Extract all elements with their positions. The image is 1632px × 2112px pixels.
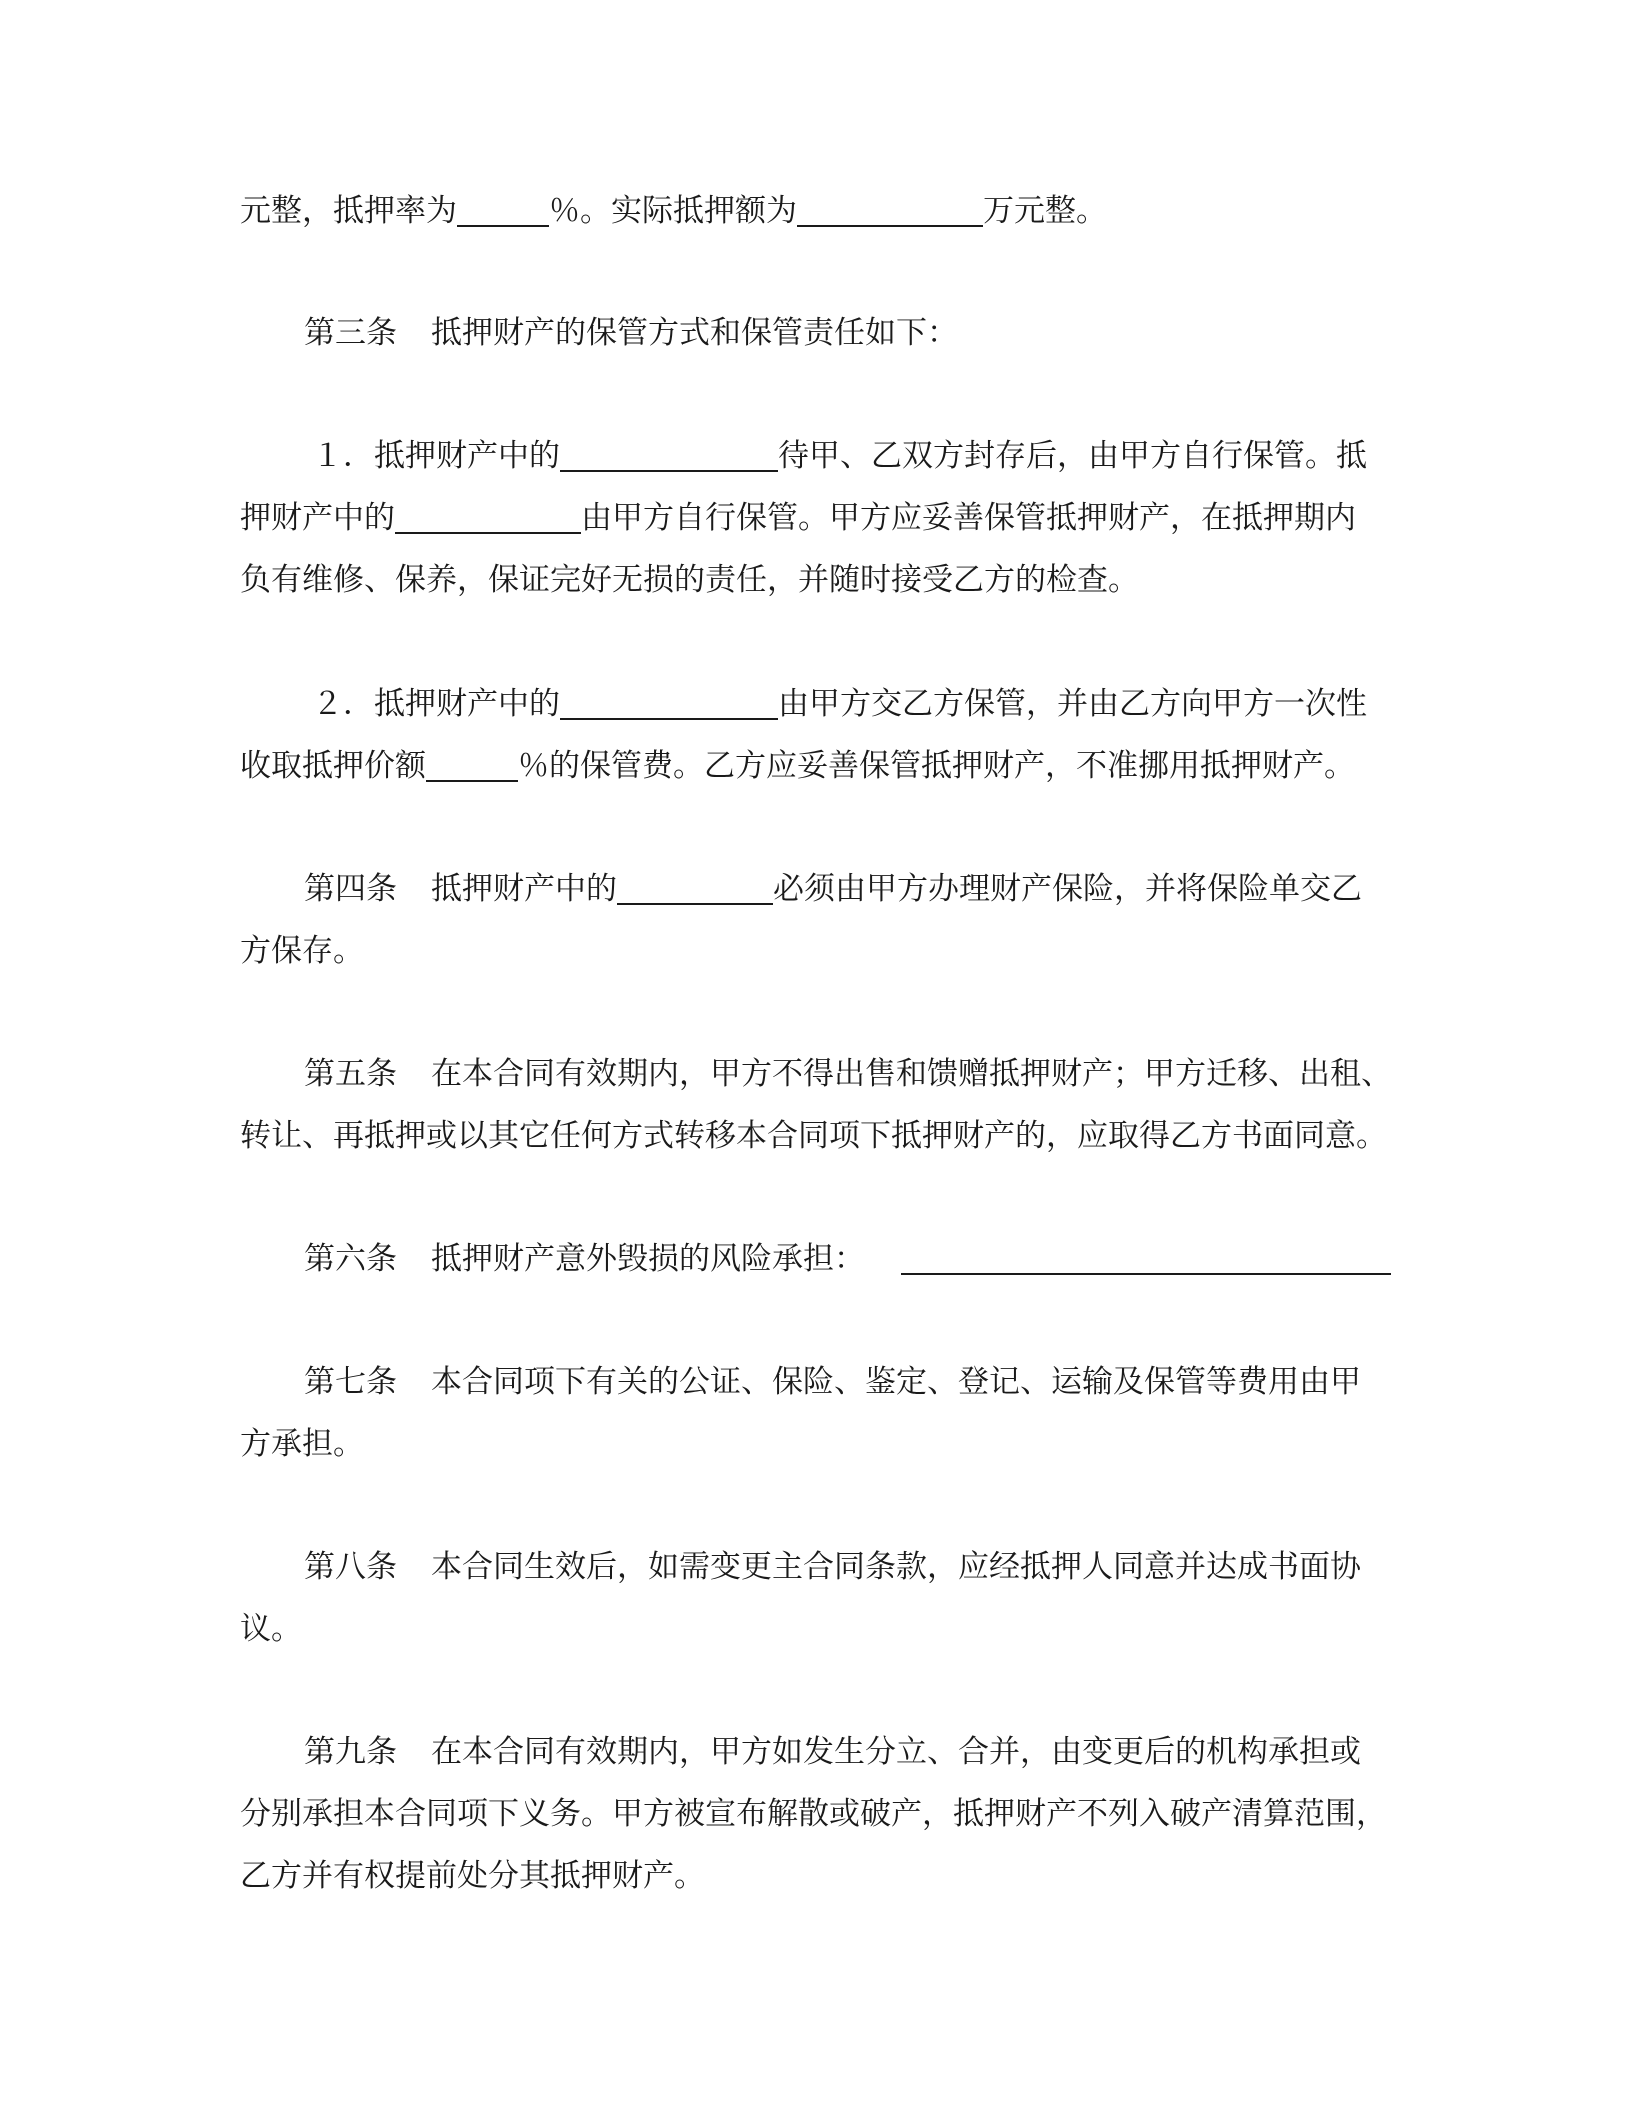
- text: 分别承担本合同项下义务。甲方被宣布解散或破产，抵押财产不列入破产清算范围，: [240, 1796, 1387, 1832]
- article-6: [240, 1228, 1380, 1290]
- blank-field[interactable]: [901, 1233, 1391, 1275]
- blank-field[interactable]: [426, 740, 518, 782]
- text: 收取抵押价额: [240, 748, 426, 784]
- text: 押财产中的: [240, 500, 395, 536]
- text: 转让、再抵押或以其它任何方式转移本合同项下抵押财产的，应取得乙方书面同意。: [240, 1118, 1387, 1154]
- article-8: [240, 1536, 1380, 1660]
- text: ％的保管费。乙方应妥善保管抵押财产，不准挪用抵押财产。: [518, 748, 1355, 784]
- text: 抵押财产中的: [374, 686, 560, 722]
- article-4: [240, 858, 1380, 982]
- article-label: 第八条: [304, 1549, 397, 1585]
- item-number: ２．: [312, 686, 374, 722]
- text: 在本合同有效期内，甲方不得出售和馈赠抵押财产；甲方迁移、出租、: [431, 1056, 1392, 1092]
- blank-field[interactable]: [560, 678, 778, 720]
- text: 待甲、乙双方封存后，由甲方自行保管。抵: [778, 438, 1367, 474]
- article-label: 第六条: [304, 1241, 397, 1277]
- text: 由甲方自行保管。甲方应妥善保管抵押财产，在抵押期内: [581, 500, 1356, 536]
- article-label: 第三条: [304, 315, 397, 351]
- article-text: 抵押财产的保管方式和保管责任如下：: [431, 315, 958, 351]
- article-text: 抵押财产意外毁损的风险承担：: [431, 1241, 865, 1277]
- text: 在本合同有效期内，甲方如发生分立、合并，由变更后的机构承担或: [431, 1734, 1361, 1770]
- blank-field[interactable]: [457, 185, 549, 227]
- article-3: [240, 302, 1380, 364]
- text: 方承担。: [240, 1426, 364, 1462]
- text: 抵押财产中的: [374, 438, 560, 474]
- blank-field[interactable]: [797, 185, 983, 227]
- article-label: 第四条: [304, 871, 397, 907]
- article-label: 第五条: [304, 1056, 397, 1092]
- text: 万元整。: [983, 193, 1107, 229]
- text: 本合同生效后，如需变更主合同条款，应经抵押人同意并达成书面协: [431, 1549, 1361, 1585]
- text: 本合同项下有关的公证、保险、鉴定、登记、运输及保管等费用由甲: [431, 1364, 1361, 1400]
- article-label: 第七条: [304, 1364, 397, 1400]
- text: 必须由甲方办理财产保险，并将保险单交乙: [773, 871, 1362, 907]
- item-number: １．: [312, 438, 374, 474]
- blank-field[interactable]: [560, 430, 778, 472]
- text: 由甲方交乙方保管，并由乙方向甲方一次性: [778, 686, 1367, 722]
- text: 元整，抵押率为: [240, 193, 457, 229]
- paragraph-mortgage-rate: [240, 180, 1380, 242]
- text: 抵押财产中的: [431, 871, 617, 907]
- blank-field[interactable]: [617, 863, 773, 905]
- text: 负有维修、保养，保证完好无损的责任，并随时接受乙方的检查。: [240, 562, 1139, 598]
- article-7: [240, 1351, 1380, 1475]
- article-9: [240, 1721, 1387, 1907]
- text: ％。实际抵押额为: [549, 193, 797, 229]
- article-5: [240, 1043, 1392, 1167]
- article-3-item-2: [240, 673, 1380, 797]
- text: 方保存。: [240, 933, 364, 969]
- article-label: 第九条: [304, 1734, 397, 1770]
- text: 乙方并有权提前处分其抵押财产。: [240, 1858, 705, 1894]
- text: 议。: [240, 1611, 302, 1647]
- article-3-item-1: [240, 425, 1380, 611]
- blank-field[interactable]: [395, 492, 581, 534]
